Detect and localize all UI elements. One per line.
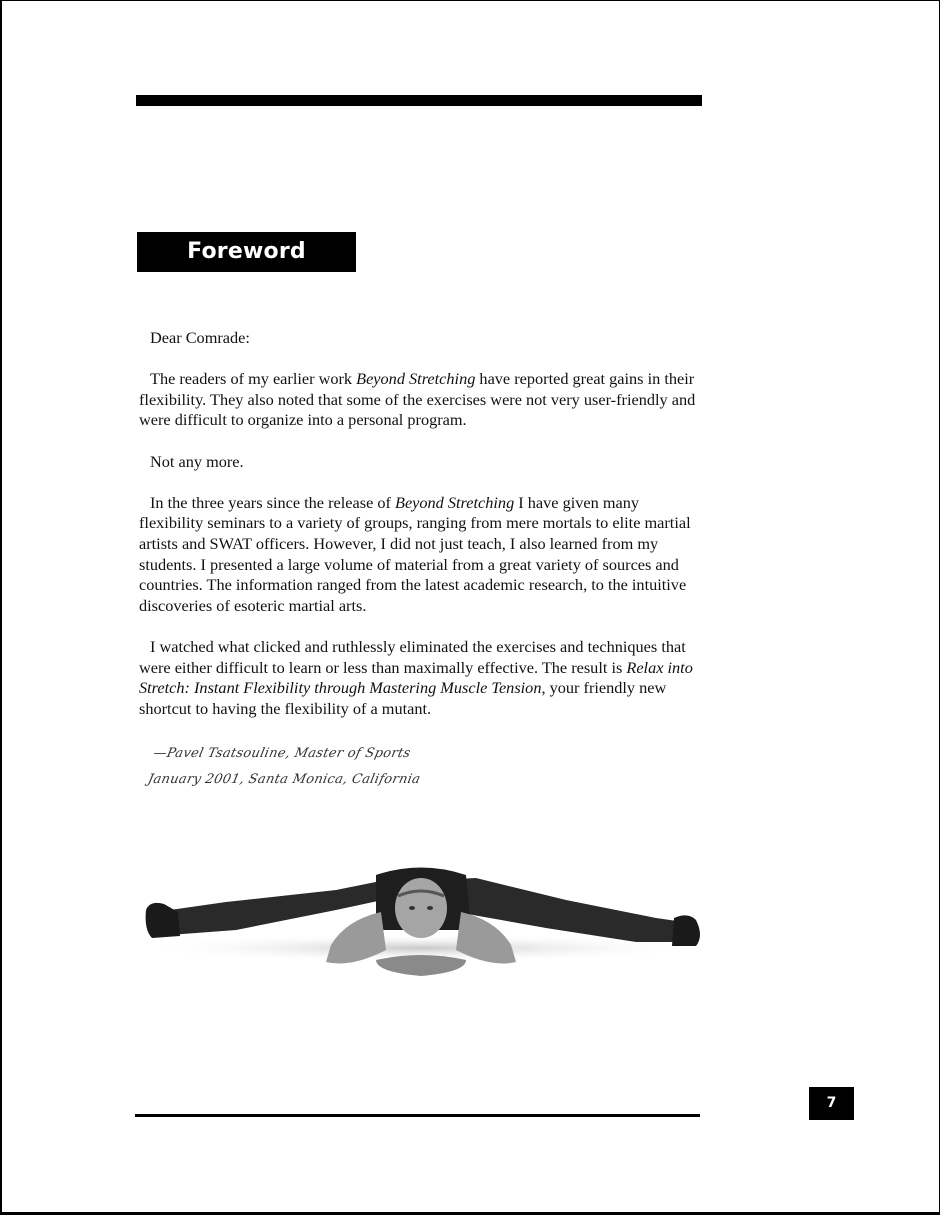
paragraph: The readers of my earlier work Beyond Stretching have reported great gains in their flexibility. They also noted that some of the exercises were not very user-friendly and were difficult to organize into a personal program. [139, 369, 696, 430]
signature-name: —Pavel Tsatsouline, Master of Sports [151, 746, 412, 761]
book-title: Beyond Stretching [395, 492, 515, 512]
split-stretch-photo [136, 850, 706, 1000]
top-rule [136, 95, 702, 106]
book-title: Relax into Stretch: Instant Flexibility through Mastering Muscle Tension [139, 657, 693, 698]
page-number: 7 [809, 1087, 854, 1120]
bottom-rule [135, 1114, 700, 1117]
signature-date: January 2001, Santa Monica, California [146, 772, 422, 787]
paragraph: Not any more. [150, 451, 244, 471]
letter-body [139, 328, 704, 740]
paragraph: In the three years since the release of Beyond Stretching I have given many flexibility seminars to a variety of groups, ranging from mere mortals to elite martial artists and SWAT officers. However, I did not just teach, I also learned from my students. I presented a large volume of material from a great variety of sources and countries. The information ranged from the latest academic research, to the intuitive discoveries of esoteric martial arts. [139, 492, 691, 615]
book-title: Beyond Stretching [356, 369, 476, 389]
chapter-title: Foreword [137, 232, 356, 272]
signature [144, 744, 427, 796]
salutation: Dear Comrade: [150, 328, 250, 347]
paragraph: I watched what clicked and ruthlessly eliminated the exercises and techniques that were either difficult to learn or less than maximally effective. The result is Relax into Stretch: Instant Flexibility through Mastering Muscle Tension, your friendly new shortcut to having the flexibility of a mutant. [139, 636, 693, 718]
